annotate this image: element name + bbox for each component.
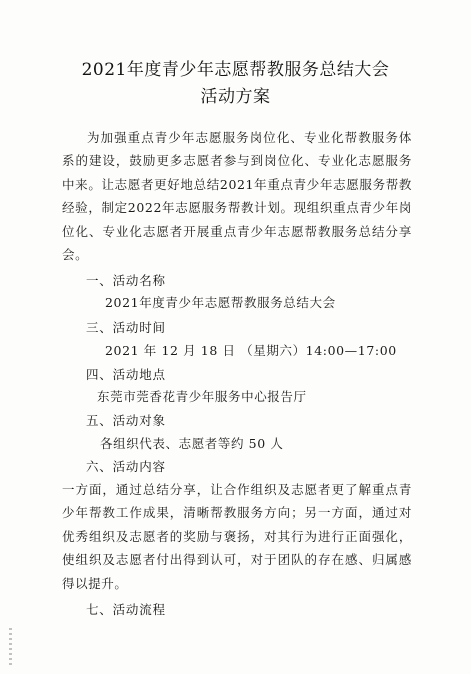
section-content-activity-name: 2021年度青少年志愿帮教服务总结大会 xyxy=(105,295,336,310)
section-content-activity-participants: 各组织代表、志愿者等约 50 人 xyxy=(100,436,284,451)
section-heading-activity-time: 三、活动时间 xyxy=(86,320,166,335)
section-heading-activity-process: 七、活动流程 xyxy=(86,602,166,617)
document-title: 2021年度青少年志愿帮教服务总结大会 xyxy=(81,60,390,80)
document-subtitle: 活动方案 xyxy=(200,87,271,107)
section-content-activity-location: 东莞市莞香花青少年服务中心报告厅 xyxy=(97,389,307,404)
section-heading-activity-name: 一、活动名称 xyxy=(86,273,166,288)
intro-paragraph: 为加强重点青少年志愿服务岗位化、专业化帮教服务体系的建设，鼓励更多志愿者参与到岗位化、专业化志愿服务中来。让志愿者更好地总结2021年重点青少年志愿服务帮教经验，制定2022年志愿服务帮教计划。现组织重点青少年岗位化、专业化志愿者开展重点青少年志愿帮教服务总结分享会。 xyxy=(62,130,412,263)
section-content-activity-time: 2021 年 12 月 18 日 （星期六）14:00—17:00 xyxy=(105,343,397,358)
section-heading-activity-content: 六、活动内容 xyxy=(86,459,166,474)
scan-margin-mark xyxy=(9,628,12,668)
section-heading-activity-location: 四、活动地点 xyxy=(86,367,166,382)
section-content-activity-content: 一方面，通过总结分享，让合作组织及志愿者更了解重点青少年帮教工作成果，清晰帮教服务方向；另一方面，通过对优秀组织及志愿者的奖励与褒扬，对其行为进行正面强化，使组织及志愿者付出得到认可，对于团队的存在感、归属感得以提升。 xyxy=(62,482,412,591)
section-heading-activity-participants: 五、活动对象 xyxy=(86,413,166,428)
